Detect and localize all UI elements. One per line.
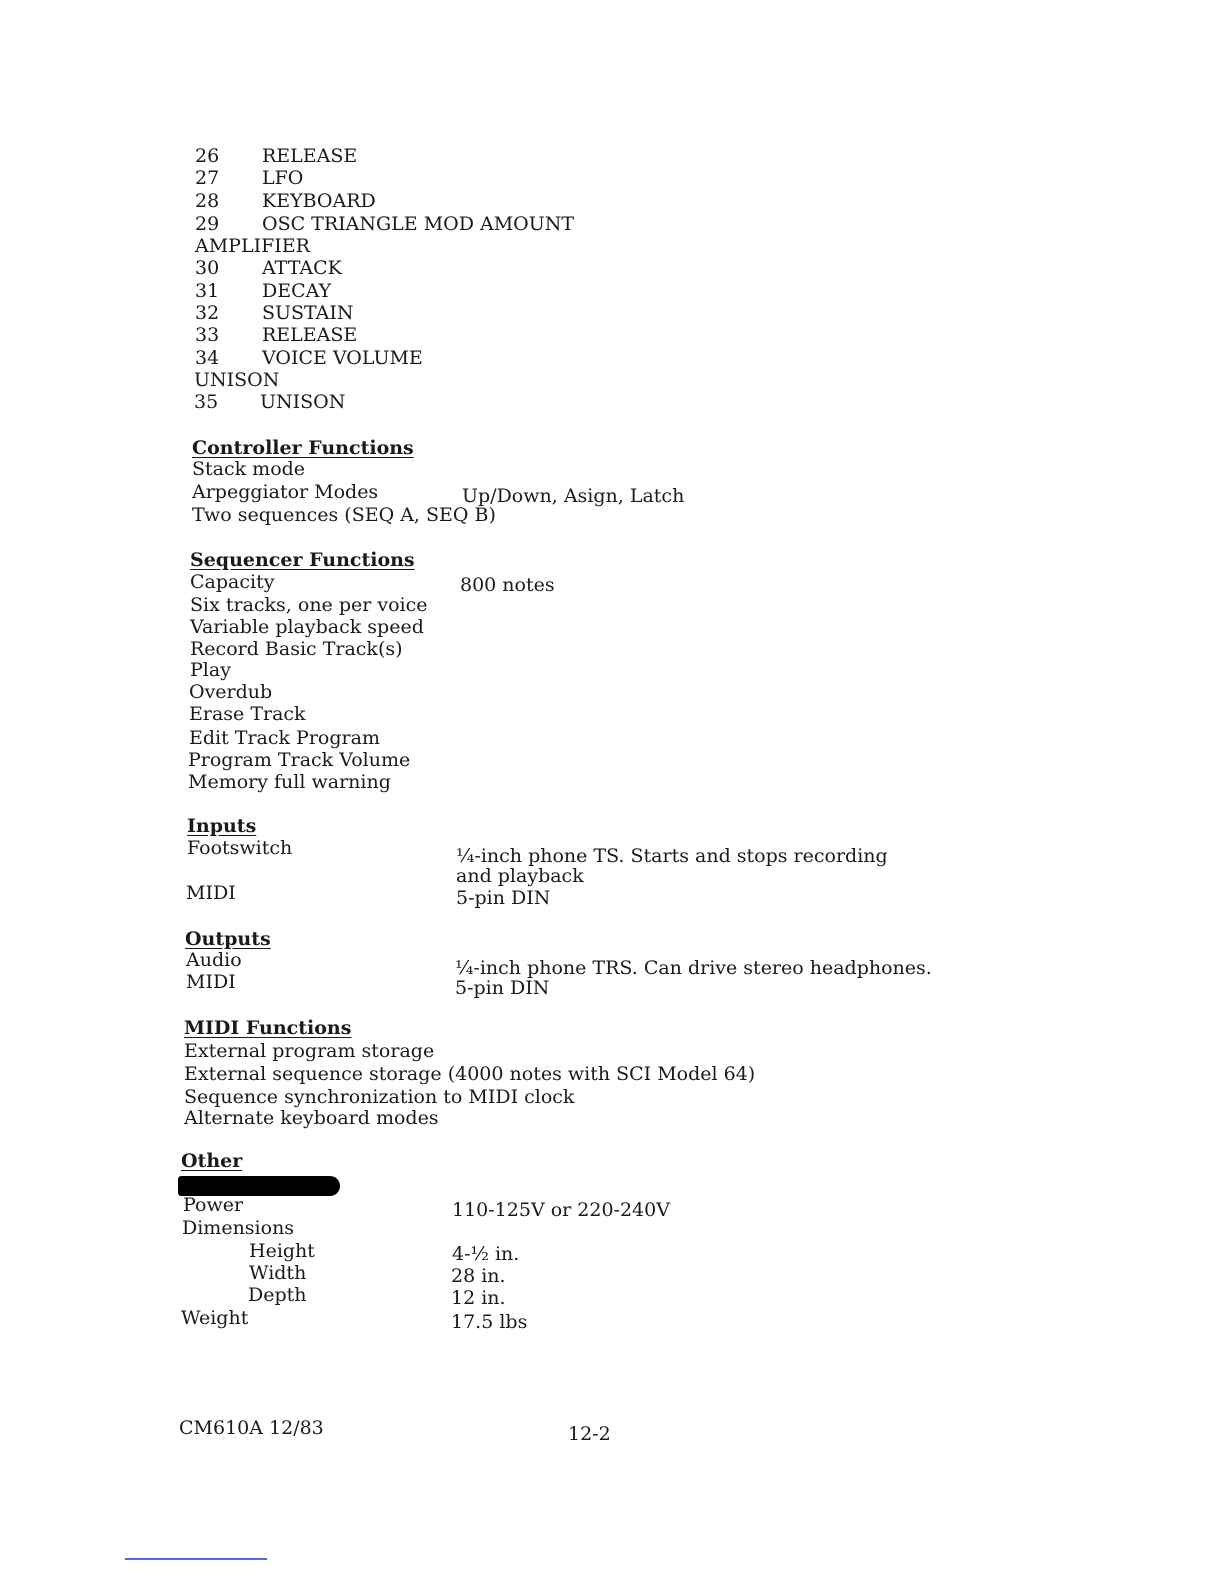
weight-value: 17.5 lbs [451,1311,528,1333]
depth-value: 12 in. [451,1287,506,1309]
param-label: RELEASE [262,145,358,167]
width-label: Width [249,1262,307,1284]
param-label: UNISON [260,391,346,413]
other-heading: Other [181,1150,243,1172]
param-label: SUSTAIN [262,302,354,324]
param-label: KEYBOARD [262,190,376,212]
param-number: 32 [195,302,220,324]
spec-label: Overdub [189,681,273,703]
param-number: 28 [195,190,220,212]
spec-label: Record Basic Track(s) [190,638,403,660]
spec-value: 800 notes [460,574,555,596]
controller-functions-heading: Controller Functions [192,437,414,459]
param-number: 29 [195,213,220,235]
height-label: Height [249,1240,315,1262]
power-label: Power [183,1194,244,1216]
param-label: LFO [262,167,304,189]
amplifier-heading: AMPLIFIER [195,235,310,257]
spec-label: Capacity [190,571,275,593]
spec-label: Alternate keyboard modes [184,1107,439,1129]
spec-label: Stack mode [192,458,306,480]
footswitch-label: Footswitch [187,837,293,859]
spec-label: Two sequences (SEQ A, SEQ B) [192,504,496,526]
spec-label: Six tracks, one per voice [190,594,428,616]
param-number: 27 [195,167,220,189]
power-value: 110-125V or 220-240V [452,1199,670,1221]
midi-output-value: 5-pin DIN [455,977,550,999]
sequencer-functions-heading: Sequencer Functions [190,549,415,571]
depth-label: Depth [248,1284,307,1306]
param-number: 35 [194,391,219,413]
weight-label: Weight [181,1307,249,1329]
param-label: OSC TRIANGLE MOD AMOUNT [262,213,575,235]
param-number: 31 [195,280,220,302]
midi-input-value: 5-pin DIN [456,887,551,909]
footswitch-value-continued: and playback [456,865,584,887]
audio-output-value: ¼-inch phone TRS. Can drive stereo headphones. [455,957,932,979]
midi-input-label: MIDI [186,882,236,904]
param-number: 33 [195,324,220,346]
page-number: 12-2 [568,1423,611,1445]
inputs-heading: Inputs [187,815,257,837]
spec-label: Arpeggiator Modes [192,481,379,503]
spec-label: Play [190,659,231,681]
param-label: VOICE VOLUME [262,347,423,369]
outputs-heading: Outputs [185,928,271,950]
spec-label: Erase Track [189,703,306,725]
divider [125,1558,267,1560]
param-number: 30 [195,257,220,279]
spec-label: External sequence storage (4000 notes with SCI Model 64) [184,1063,756,1085]
dimensions-label: Dimensions [182,1217,295,1239]
param-number: 34 [195,347,220,369]
param-number: 26 [195,145,220,167]
param-label: RELEASE [262,324,358,346]
footswitch-value: ¼-inch phone TS. Starts and stops recording [456,845,888,867]
width-value: 28 in. [451,1265,506,1287]
document-id: CM610A 12/83 [179,1417,324,1439]
spec-label: Memory full warning [188,771,391,793]
height-value: 4-½ in. [452,1243,520,1265]
midi-functions-heading: MIDI Functions [184,1017,352,1039]
redaction-bar [178,1176,340,1196]
spec-label: External program storage [184,1040,435,1062]
midi-output-label: MIDI [186,971,236,993]
spec-label: Program Track Volume [188,749,411,771]
spec-label: Sequence synchronization to MIDI clock [184,1086,575,1108]
unison-heading: UNISON [194,369,280,391]
spec-label: Edit Track Program [189,727,380,749]
param-label: DECAY [262,280,332,302]
param-label: ATTACK [262,257,342,279]
audio-output-label: Audio [186,949,242,971]
spec-value: Up/Down, Asign, Latch [462,485,685,507]
spec-label: Variable playback speed [190,616,424,638]
